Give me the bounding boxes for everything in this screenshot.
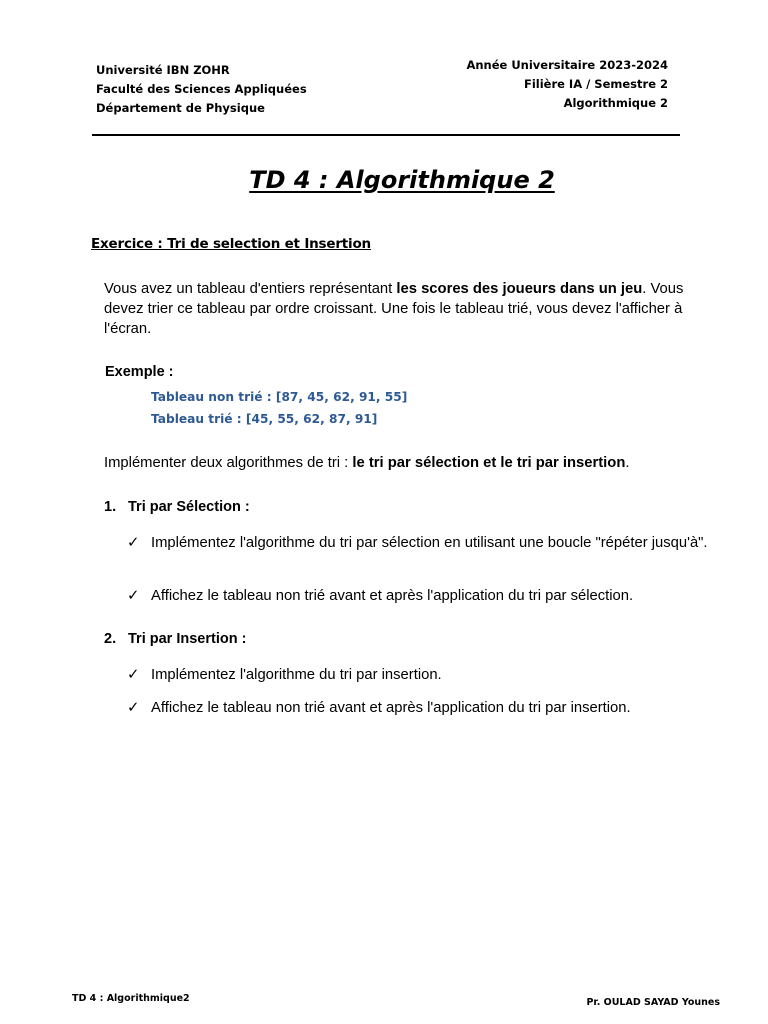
intro-paragraph	[104, 279, 714, 339]
list-item-text: Affichez le tableau non trié avant et après l'application du tri par sélection.	[151, 588, 634, 604]
header-institution	[96, 61, 307, 118]
department-name: Département de Physique	[96, 101, 265, 115]
list-item	[127, 698, 717, 718]
university-name: Université IBN ZOHR	[96, 63, 230, 77]
intro-text-bold: les scores des joueurs dans un jeu	[396, 281, 643, 297]
faculty-name: Faculté des Sciences Appliquées	[96, 82, 307, 96]
academic-year: Année Universitaire 2023-2024	[466, 58, 668, 72]
example-sorted: Tableau trié : [45, 55, 62, 87, 91]	[151, 412, 378, 426]
footer-author: Pr. OULAD SAYAD Younes	[586, 997, 720, 1008]
list-item	[127, 533, 717, 553]
implement-text-2: .	[625, 455, 630, 471]
implement-text-1: Implémenter deux algorithmes de tri :	[104, 455, 353, 471]
checkmark-icon: ✓	[127, 667, 140, 683]
footer-document-name: TD 4 : Algorithmique2	[72, 993, 190, 1004]
section-number: 1.	[104, 499, 117, 515]
list-item-text: Implémentez l'algorithme du tri par sélection en utilisant une boucle "répéter jusqu'à".	[151, 535, 708, 551]
list-item-text: Implémentez l'algorithme du tri par insertion.	[151, 667, 442, 683]
program-semester: Filière IA / Semestre 2	[523, 77, 668, 91]
example-unsorted: Tableau non trié : [87, 45, 62, 91, 55]	[151, 390, 408, 404]
checkmark-icon: ✓	[127, 700, 140, 716]
example-label: Exemple :	[105, 364, 174, 380]
section-selection-heading	[104, 499, 250, 515]
list-item	[127, 665, 717, 685]
section-title: Tri par Sélection :	[128, 499, 250, 515]
section-insertion-heading	[104, 631, 246, 647]
intro-text-1: Vous avez un tableau d'entiers représentant	[104, 281, 397, 297]
course-name: Algorithmique 2	[563, 96, 668, 110]
implement-instruction	[104, 453, 630, 473]
section-number: 2.	[104, 631, 117, 647]
header-course-info	[466, 56, 668, 113]
list-item-text: Affichez le tableau non trié avant et après l'application du tri par insertion.	[151, 700, 631, 716]
list-item	[127, 586, 717, 606]
checkmark-icon: ✓	[127, 588, 140, 604]
page-title: TD 4 : Algorithmique 2	[249, 166, 555, 194]
implement-text-bold: le tri par sélection et le tri par insertion	[352, 455, 626, 471]
intro-text-2: . Vous devez trier ce tableau par ordre croissant. Une fois le tableau trié, vous devez l'afficher à l'écran.	[104, 281, 684, 337]
section-title: Tri par Insertion :	[128, 631, 247, 647]
header-divider	[92, 134, 680, 136]
checkmark-icon: ✓	[127, 535, 140, 551]
exercise-title: Exercice : Tri de selection et Insertion	[91, 236, 371, 252]
